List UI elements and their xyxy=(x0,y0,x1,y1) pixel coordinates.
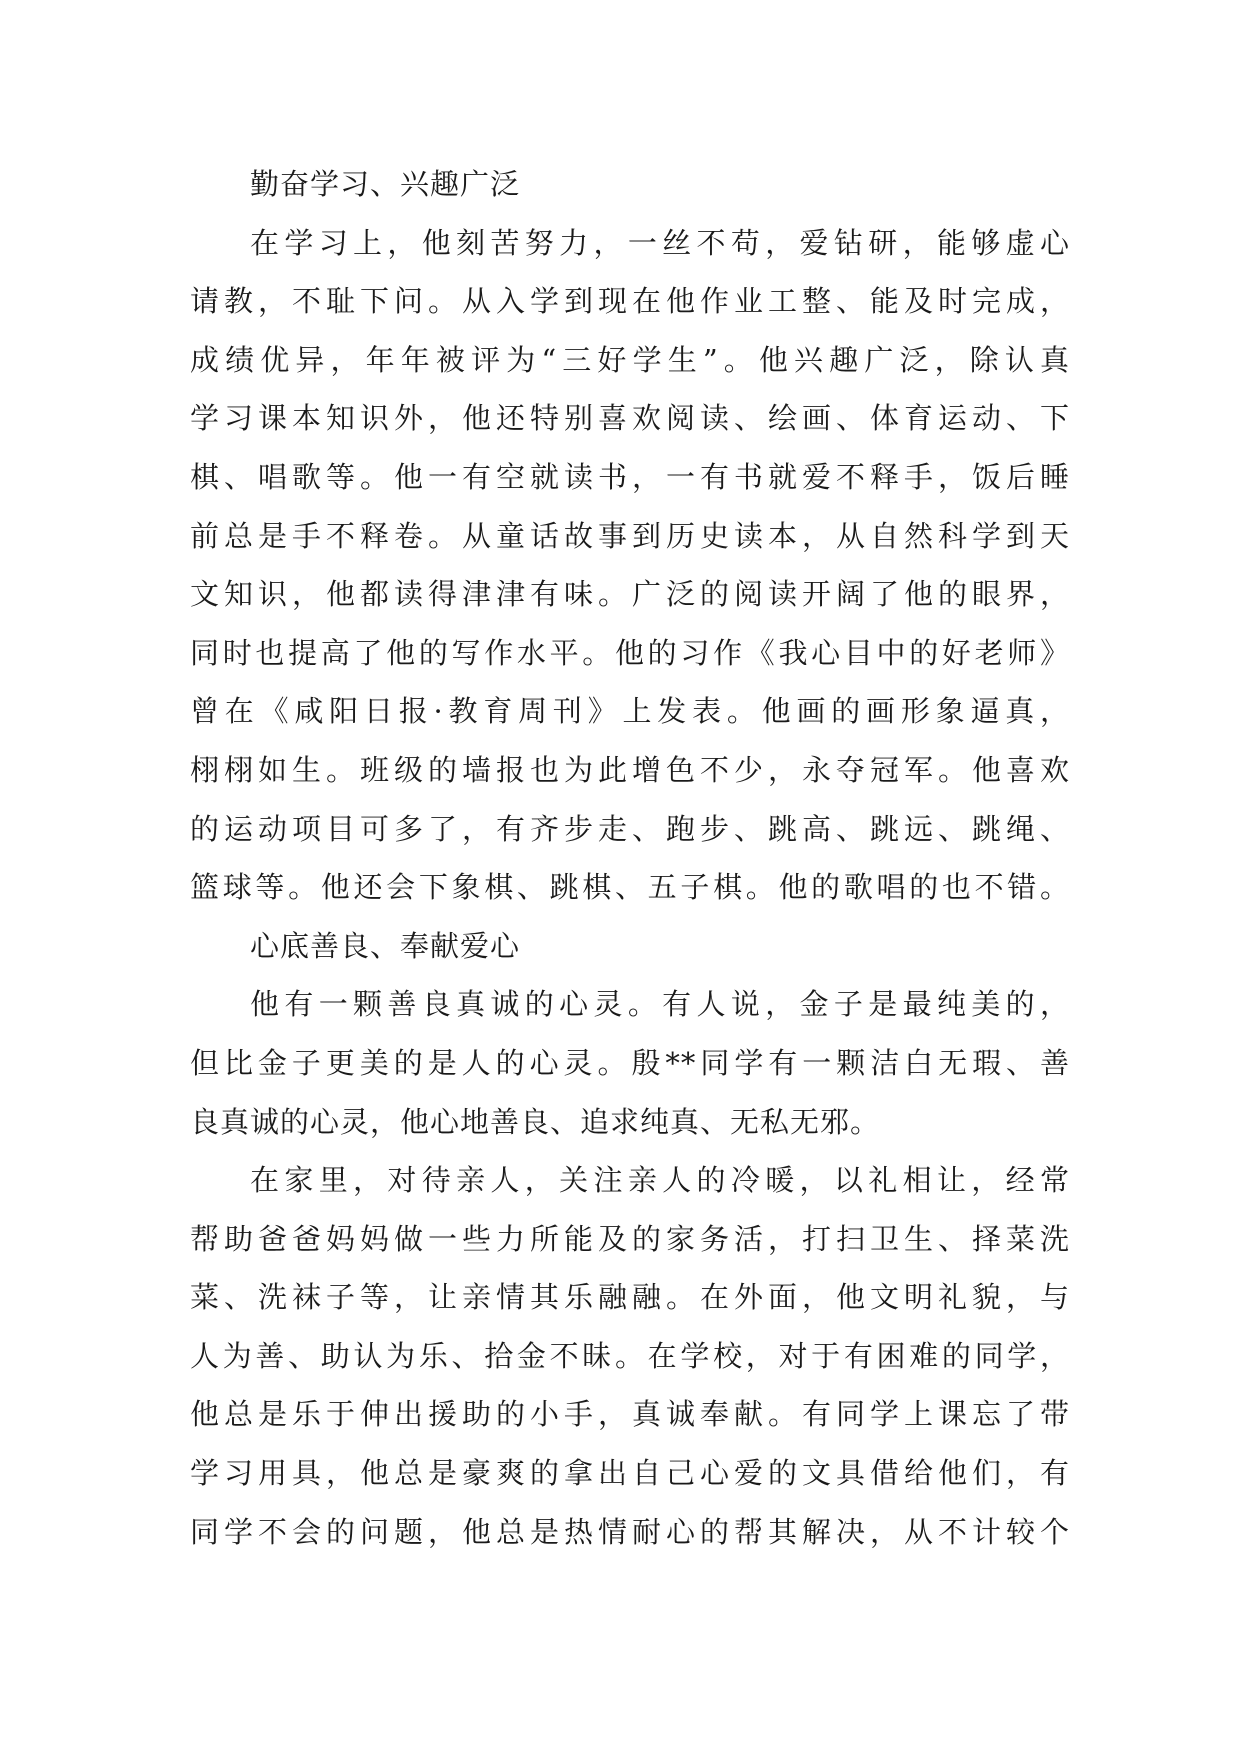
paragraph-line: 请教，不耻下问。从入学到现在他作业工整、能及时完成， xyxy=(190,284,1070,319)
paragraph-line: 前总是手不释卷。从童话故事到历史读本，从自然科学到天 xyxy=(190,518,1070,553)
paragraph-line: 学习用具，他总是豪爽的拿出自己心爱的文具借给他们，有 xyxy=(190,1456,1070,1491)
paragraph-line: 在学习上，他刻苦努力，一丝不苟，爱钻研，能够虚心 xyxy=(250,225,1070,260)
paragraph-line: 文知识，他都读得津津有味。广泛的阅读开阔了他的眼界， xyxy=(190,577,1070,612)
paragraph-line: 棋、唱歌等。他一有空就读书，一有书就爱不释手，饭后睡 xyxy=(190,459,1070,494)
paragraph-line: 人为善、助认为乐、拾金不昧。在学校，对于有困难的同学， xyxy=(190,1338,1070,1373)
paragraph-line: 学习课本知识外，他还特别喜欢阅读、绘画、体育运动、下 xyxy=(190,401,1070,436)
paragraph-line: 成绩优异，年年被评为“三好学生”。他兴趣广泛，除认真 xyxy=(190,342,1070,377)
paragraph-line: 良真诚的心灵，他心地善良、追求纯真、无私无邪。 xyxy=(190,1104,881,1139)
section-heading: 勤奋学习、兴趣广泛 xyxy=(250,167,521,201)
paragraph-line: 同学不会的问题，他总是热情耐心的帮其解决，从不计较个 xyxy=(190,1514,1070,1549)
paragraph-line: 的运动项目可多了，有齐步走、跑步、跳高、跳远、跳绳、 xyxy=(190,811,1070,846)
paragraph-line: 菜、洗袜子等，让亲情其乐融融。在外面，他文明礼貌，与 xyxy=(190,1280,1070,1315)
paragraph-line: 他总是乐于伸出援助的小手，真诚奉献。有同学上课忘了带 xyxy=(190,1397,1070,1432)
section-heading: 心底善良、奉献爱心 xyxy=(250,928,521,963)
paragraph-line: 但比金子更美的是人的心灵。殷**同学有一颗洁白无瑕、善 xyxy=(190,1045,1070,1080)
paragraph-line: 他有一颗善良真诚的心灵。有人说，金子是最纯美的， xyxy=(250,987,1070,1022)
paragraph-line: 帮助爸爸妈妈做一些力所能及的家务活，打扫卫生、择菜洗 xyxy=(190,1221,1070,1256)
document-page xyxy=(190,155,1070,1561)
paragraph-line: 曾在《咸阳日报·教育周刊》上发表。他画的画形象逼真， xyxy=(190,694,1070,729)
paragraph-line: 篮球等。他还会下象棋、跳棋、五子棋。他的歌唱的也不错。 xyxy=(190,870,1070,905)
paragraph-line: 同时也提高了他的写作水平。他的习作《我心目中的好老师》 xyxy=(190,635,1070,670)
paragraph-line: 栩栩如生。班级的墙报也为此增色不少，永夺冠军。他喜欢 xyxy=(190,752,1070,787)
paragraph-line: 在家里，对待亲人，关注亲人的冷暖，以礼相让，经常 xyxy=(250,1163,1070,1198)
